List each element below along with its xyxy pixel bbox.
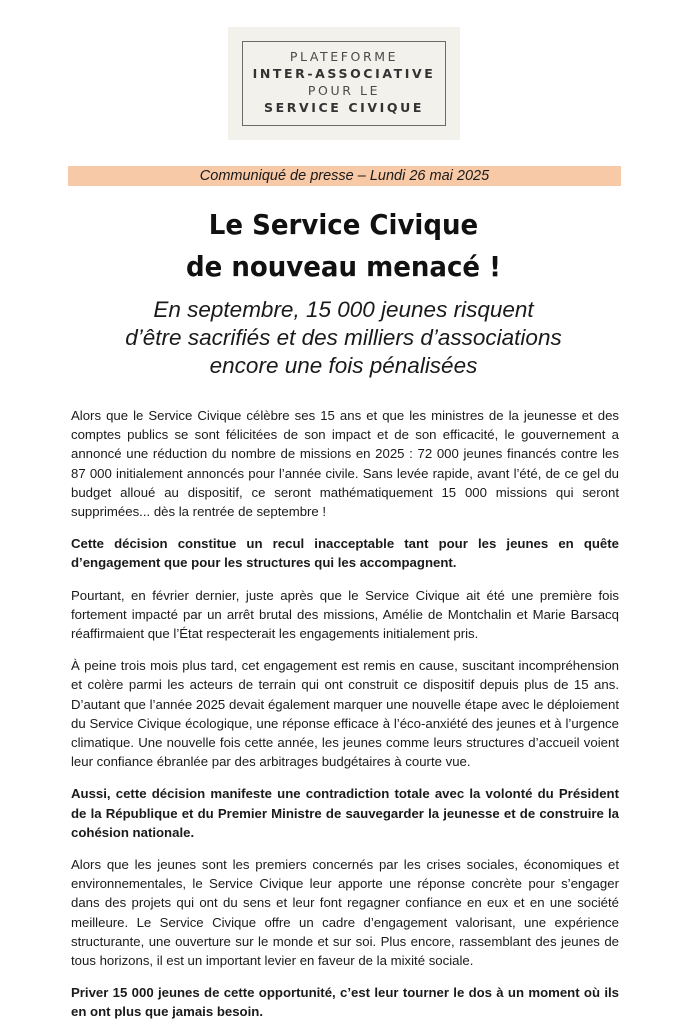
logo-line-1: PLATEFORME [289,49,399,64]
paragraph-2-bold: Cette décision constitue un recul inacceptable tant pour les jeunes en quête d’engagement que pour les structures qui les accompagnent. [71,536,619,571]
title-line-1: Le Service Civique [208,208,479,241]
logo-line-4: SERVICE CIVIQUE [263,100,425,115]
paragraph-3: Pourtant, en février dernier, juste après que le Service Civique ait été une première fois fortement impacté par un arrêt brutal des missions, Amélie de Montchalin et Marie Barsacq réaffirmaient que l’État respecterait les engagements initialement pris. [71,587,619,642]
organization-logo [228,27,460,140]
paragraph-4: À peine trois mois plus tard, cet engagement est remis en cause, suscitant incompréhension et colère parmi les acteurs de terrain qui ont construit ce dispositif depuis plus de 15 ans. D’autant que l’année 2025 devait également marquer une nouvelle étape avec le déploiement du Service Civique écologique, une réponse efficace à l’éco-anxiété des jeunes et à l’urgence climatique. Une nouvelle fois cette année, les jeunes comme leurs structures d’accueil voient leur confiance ébranlée par des arbitrages budgétaires à courte vue. [71,658,619,770]
paragraph-7-bold: Priver 15 000 jeunes de cette opportunité, c’est leur tourner le dos à un moment où ils en ont plus que jamais besoin. [71,985,619,1020]
paragraph-5-bold: Aussi, cette décision manifeste une contradiction totale avec la volonté du Président de la République et du Premier Ministre de sauvegarder la jeunesse et de construire la cohésion nationale. [71,786,619,840]
subtitle-line-2: d’être sacrifiés et des milliers d’associations [125,325,562,350]
paragraph-1: Alors que le Service Civique célèbre ses 15 ans et que les ministres de la jeunesse et des comptes publics se sont félicitées de son impact et de son efficacité, le gouvernement a annoncé une réduction du nombre de missions en 2025 : 72 000 jeunes financés contre les 87 000 initialement annoncés pour l’année civile. Sans levée rapide, avant l’été, de ce gel du budget alloué au dispositif, ce seront mathématiquement 15 000 missions qui seront supprimées... dès la rentrée de septembre ! [71,408,619,520]
page-subtitle [0,296,687,380]
subtitle-line-1: En septembre, 15 000 jeunes risquent [153,297,534,322]
paragraph-6: Alors que les jeunes sont les premiers concernés par les crises sociales, économiques et environnementales, le Service Civique leur apporte une réponse concrète pour s’engager dans des projets qui ont du sens et leur font regagner confiance en eux et en une société meilleure. Le Service Civique offre un cadre d’engagement valorisant, une expérience structurante, une ouverture sur le monde et sur soi. Plus encore, rassemblant des jeunes de tous horizons, il est un important levier en faveur de la mixité sociale. [71,857,619,969]
logo-line-3: POUR LE [307,83,381,98]
press-release-date-band: Communiqué de presse – Lundi 26 mai 2025 [68,166,621,186]
subtitle-line-3: encore une fois pénalisées [209,353,478,378]
title-line-2: de nouveau menacé ! [185,250,502,283]
page-title [24,204,663,288]
logo-line-2: INTER-ASSOCIATIVE [252,66,436,81]
article-body [71,406,619,1035]
